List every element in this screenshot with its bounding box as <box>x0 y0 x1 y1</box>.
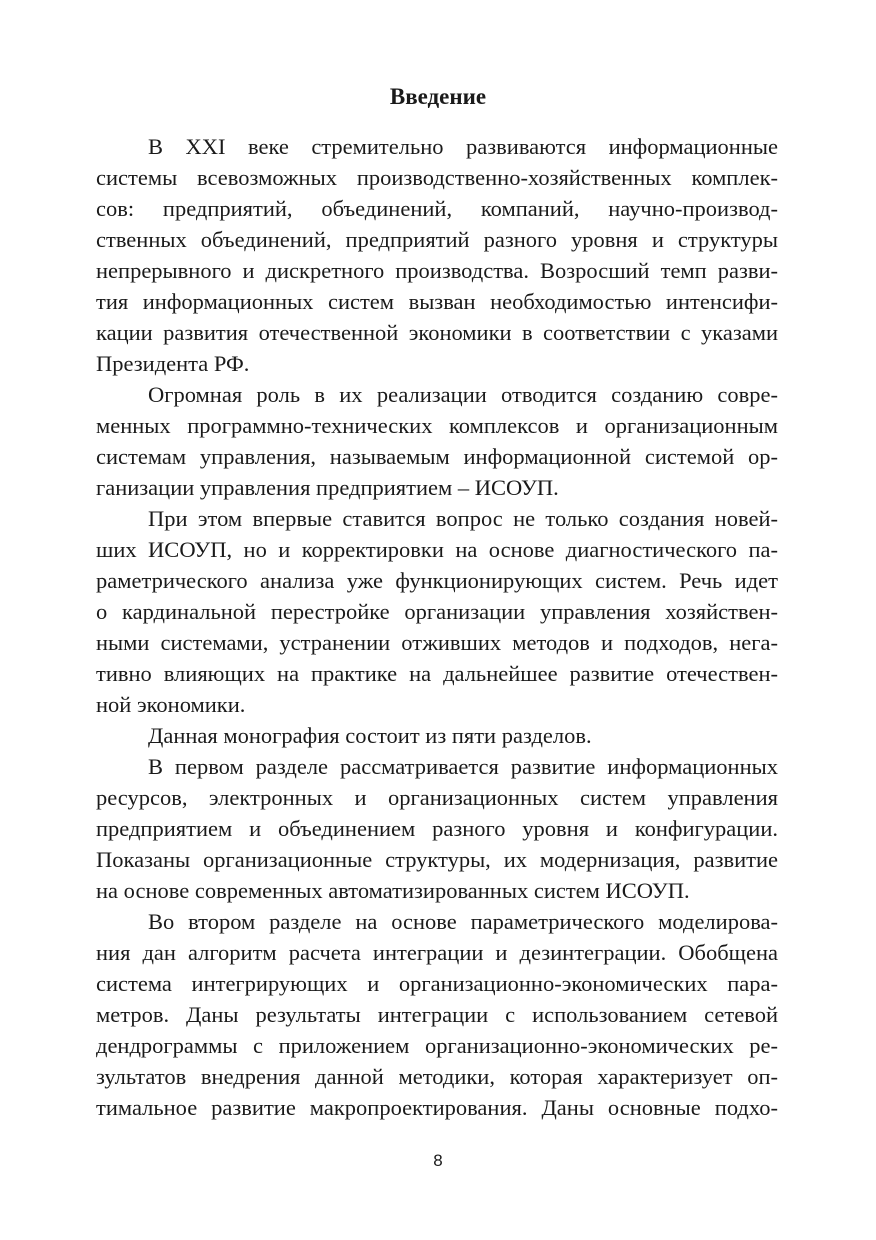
text-line: сов: предприятий, объединений, компаний, научно-производ- <box>96 196 778 221</box>
text-line: При этом впервые ставится вопрос не только создания новей- <box>148 506 778 531</box>
text-line: системы всевозможных производственно-хозяйственных комплек- <box>96 165 778 190</box>
text-line: ших ИСОУП, но и корректировки на основе диагностического па- <box>96 537 778 562</box>
text-line: Данная монография состоит из пяти разделов. <box>148 723 592 748</box>
text-line: тивно влияющих на практике на дальнейшее развитие отечествен- <box>96 661 778 686</box>
text-line: Показаны организационные структуры, их модернизация, развитие <box>96 847 778 872</box>
text-line: системам управления, называемым информационной системой ор- <box>96 444 778 469</box>
text-line: непрерывного и дискретного производства. Возросший темп разви- <box>96 258 778 283</box>
text-line: Огромная роль в их реализации отводится созданию совре- <box>148 382 778 407</box>
paragraph <box>96 720 778 751</box>
text-line: о кардинальной перестройке организации управления хозяйствен- <box>96 599 778 624</box>
paragraph <box>96 906 778 1123</box>
page-title: Введение <box>389 84 487 109</box>
text-line: В XXI веке стремительно развиваются информационные <box>148 134 778 159</box>
text-line: метров. Даны результаты интеграции с использованием сетевой <box>96 1002 778 1027</box>
text-line: ресурсов, электронных и организационных систем управления <box>96 785 778 810</box>
text-line: ния дан алгоритм расчета интеграции и дезинтеграции. Обобщена <box>96 940 778 965</box>
text-line: Президента РФ. <box>96 351 250 376</box>
text-line: ными системами, устранении отживших методов и подходов, нега- <box>96 630 778 655</box>
text-line: ной экономики. <box>96 692 246 717</box>
paragraph <box>96 751 778 906</box>
paragraph <box>96 131 778 379</box>
text-line: система интегрирующих и организационно-экономических пара- <box>96 971 778 996</box>
text-line: на основе современных автоматизированных систем ИСОУП. <box>96 878 690 903</box>
text-line: зультатов внедрения данной методики, которая характеризует оп- <box>96 1064 778 1089</box>
text-line: раметрического анализа уже функционирующих систем. Речь идет <box>96 568 778 593</box>
text-line: ганизации управления предприятием – ИСОУП. <box>96 475 559 500</box>
text-line: дендрограммы с приложением организационно-экономических ре- <box>96 1033 778 1058</box>
text-line: тия информационных систем вызван необходимостью интенсифи- <box>96 289 778 314</box>
body-text <box>96 131 778 1123</box>
text-line: менных программно-технических комплексов и организационным <box>96 413 778 438</box>
text-line: тимальное развитие макропроектирования. Даны основные подхо- <box>96 1095 778 1120</box>
paragraph <box>96 503 778 720</box>
text-line: В первом разделе рассматривается развитие информационных <box>148 754 778 779</box>
page-number: 8 <box>433 1151 443 1170</box>
text-line: предприятием и объединением разного уровня и конфигурации. <box>96 816 778 841</box>
text-line: ственных объединений, предприятий разного уровня и структуры <box>96 227 778 252</box>
text-line: кации развития отечественной экономики в соответствии с указами <box>96 320 778 345</box>
paragraph <box>96 379 778 503</box>
text-line: Во втором разделе на основе параметрического моделирова- <box>148 909 778 934</box>
